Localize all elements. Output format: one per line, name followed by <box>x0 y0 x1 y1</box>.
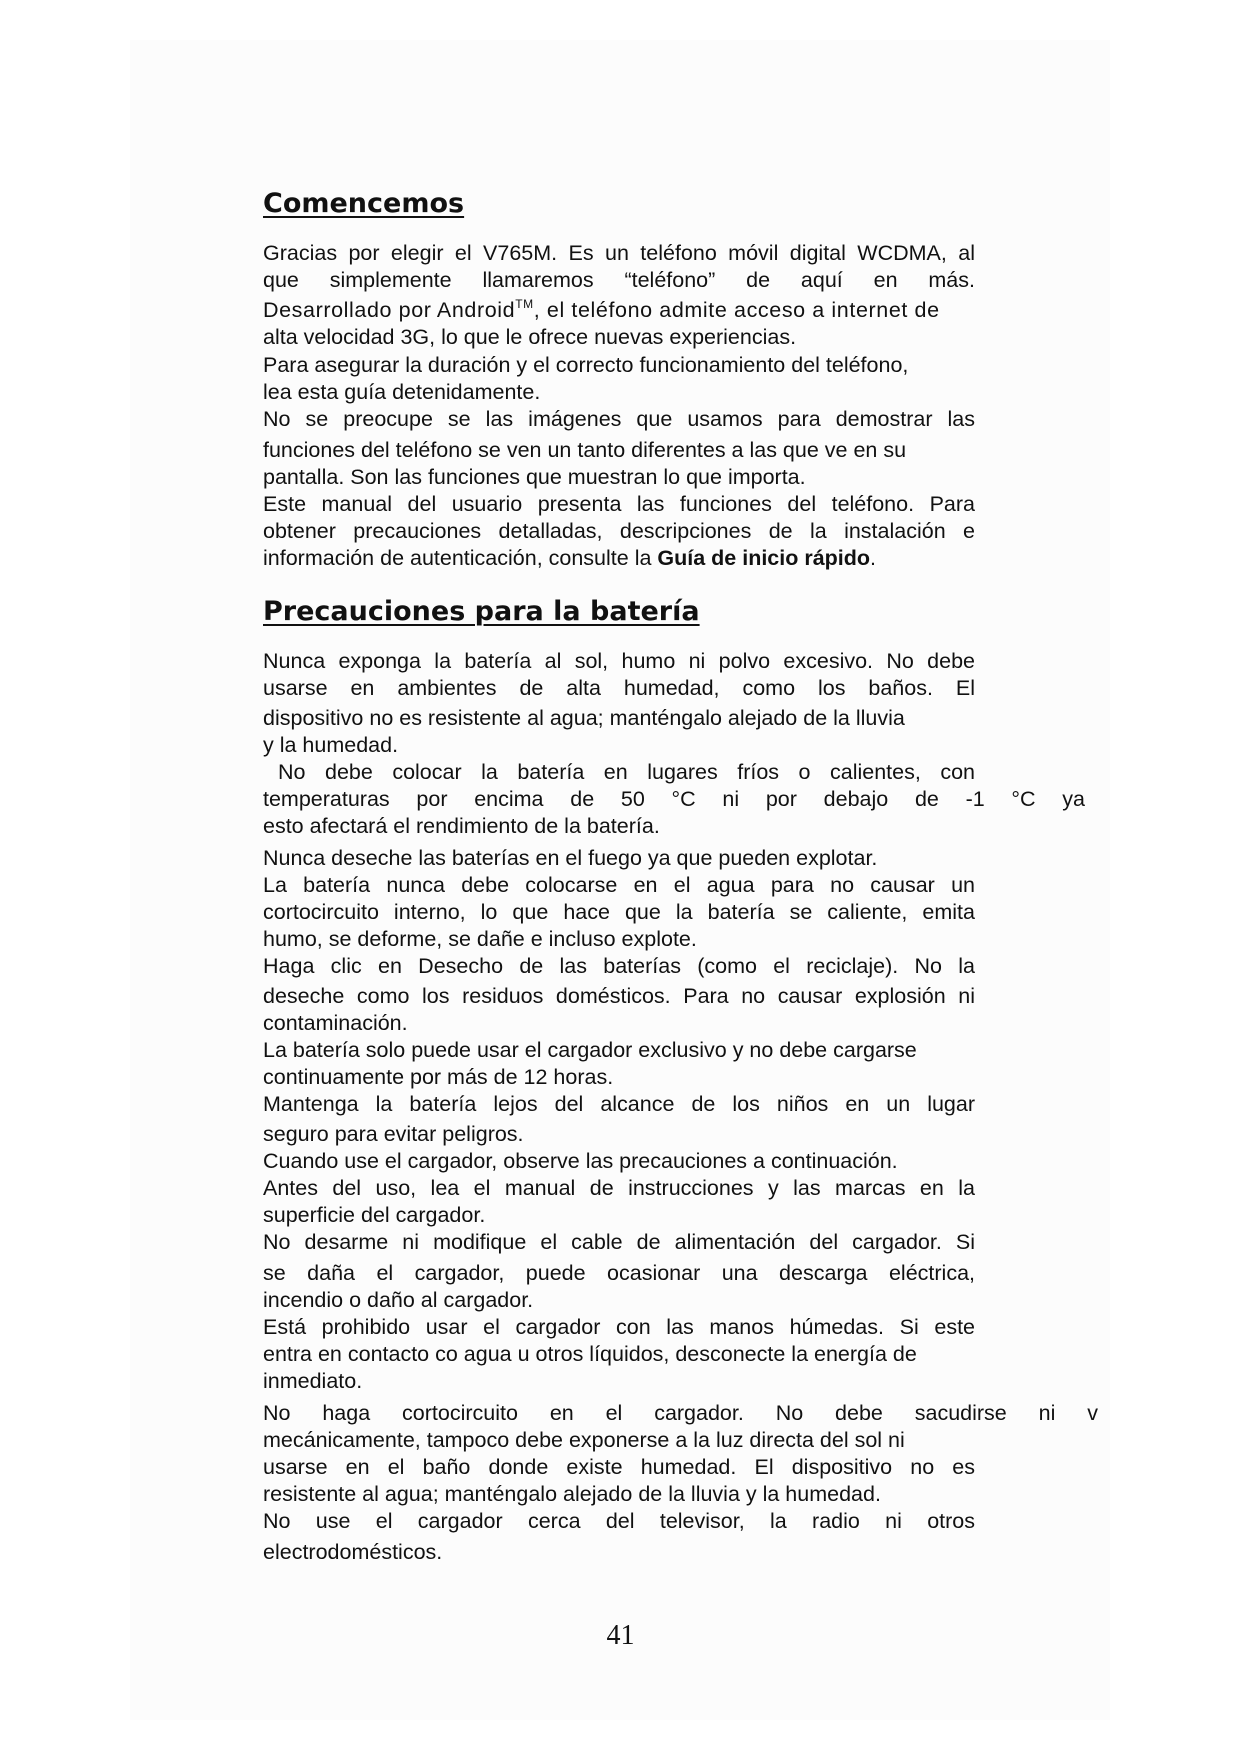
paragraph-line: Está prohibido usar el cargador con las manos húmedas. Si este <box>263 1315 975 1339</box>
paragraph-line: Haga clic en Desecho de las baterías (como el reciclaje). No la <box>263 954 975 978</box>
paragraph-line: No use el cargador cerca del televisor, la radio ni otros <box>263 1509 975 1533</box>
paragraph-line: Mantenga la batería lejos del alcance de los niños en un lugar <box>263 1092 975 1116</box>
paragraph-line: No debe colocar la batería en lugares fríos o calientes, con <box>278 760 975 784</box>
paragraph-line <box>263 297 1023 323</box>
paragraph-line: deseche como los residuos domésticos. Para no causar explosión ni <box>263 984 975 1008</box>
trademark-superscript: TM <box>515 297 534 311</box>
paragraph-line: No haga cortocircuito en el cargador. No debe sacudirse ni v <box>263 1401 1098 1425</box>
paragraph-line: humo, se deforme, se dañe e incluso explote. <box>263 927 697 951</box>
text-fragment: información de autenticación, consulte la <box>263 546 658 570</box>
paragraph-line: superficie del cargador. <box>263 1203 486 1227</box>
paragraph-line: continuamente por más de 12 horas. <box>263 1065 614 1089</box>
paragraph-line: funciones del teléfono se ven un tanto diferentes a las que ve en su <box>263 438 907 462</box>
paragraph-line: Gracias por elegir el V765M. Es un teléfono móvil digital WCDMA, al <box>263 241 975 265</box>
heading-comencemos: Comencemos <box>263 188 465 219</box>
paragraph-line: obtener precauciones detalladas, descripciones de la instalación e <box>263 519 975 543</box>
text-fragment: , el teléfono admite acceso a internet de <box>533 298 940 322</box>
paragraph-line: usarse en ambientes de alta humedad, como los baños. El <box>263 676 975 700</box>
paragraph-line: La batería solo puede usar el cargador exclusivo y no debe cargarse <box>263 1038 917 1062</box>
text-fragment: Desarrollado por Android <box>263 298 516 322</box>
paragraph-line: contaminación. <box>263 1011 408 1035</box>
paragraph-line: No desarme ni modifique el cable de alimentación del cargador. Si <box>263 1230 975 1254</box>
paragraph-line: mecánicamente, tampoco debe exponerse a la luz directa del sol ni <box>263 1428 905 1452</box>
paragraph-line: electrodomésticos. <box>263 1540 443 1564</box>
page-number: 41 <box>606 1620 635 1651</box>
paragraph-line <box>263 545 975 571</box>
paragraph-line: que simplemente llamaremos “teléfono” de aquí en más. <box>263 268 975 292</box>
paragraph-line: seguro para evitar peligros. <box>263 1122 524 1146</box>
paragraph-line: temperaturas por encima de 50 °C ni por debajo de -1 °C ya <box>263 787 1085 811</box>
paragraph-line: pantalla. Son las funciones que muestran lo que importa. <box>263 465 806 489</box>
paragraph-line: esto afectará el rendimiento de la batería. <box>263 814 660 838</box>
paragraph-line: entra en contacto co agua u otros líquidos, desconecte la energía de <box>263 1342 917 1366</box>
paragraph-line: inmediato. <box>263 1369 363 1393</box>
paragraph-line: dispositivo no es resistente al agua; manténgalo alejado de la lluvia <box>263 706 905 730</box>
paragraph-line: cortocircuito interno, lo que hace que la batería se caliente, emita <box>263 900 975 924</box>
paragraph-line: Nunca exponga la batería al sol, humo ni polvo excesivo. No debe <box>263 649 975 673</box>
paragraph-line: lea esta guía detenidamente. <box>263 380 541 404</box>
paragraph-line: alta velocidad 3G, lo que le ofrece nuevas experiencias. <box>263 325 797 349</box>
paragraph-line: se daña el cargador, puede ocasionar una descarga eléctrica, <box>263 1261 975 1285</box>
paragraph-line: resistente al agua; manténgalo alejado de la lluvia y la humedad. <box>263 1482 881 1506</box>
paragraph-line: Para asegurar la duración y el correcto funcionamiento del teléfono, <box>263 353 909 377</box>
paragraph-line: Antes del uso, lea el manual de instrucciones y las marcas en la <box>263 1176 975 1200</box>
text-fragment: . <box>870 546 877 570</box>
guide-reference: Guía de inicio rápido <box>657 546 871 570</box>
paragraph-line: Nunca deseche las baterías en el fuego ya que pueden explotar. <box>263 846 878 870</box>
paragraph-line: La batería nunca debe colocarse en el agua para no causar un <box>263 873 975 897</box>
paragraph-line: incendio o daño al cargador. <box>263 1288 534 1312</box>
paragraph-line: Cuando use el cargador, observe las precauciones a continuación. <box>263 1149 898 1173</box>
paragraph-line: y la humedad. <box>263 733 399 757</box>
paragraph-line: Este manual del usuario presenta las funciones del teléfono. Para <box>263 492 975 516</box>
heading-precauciones-bateria: Precauciones para la batería <box>263 596 700 627</box>
paragraph-line: No se preocupe se las imágenes que usamos para demostrar las <box>263 407 975 431</box>
paragraph-line: usarse en el baño donde existe humedad. El dispositivo no es <box>263 1455 975 1479</box>
